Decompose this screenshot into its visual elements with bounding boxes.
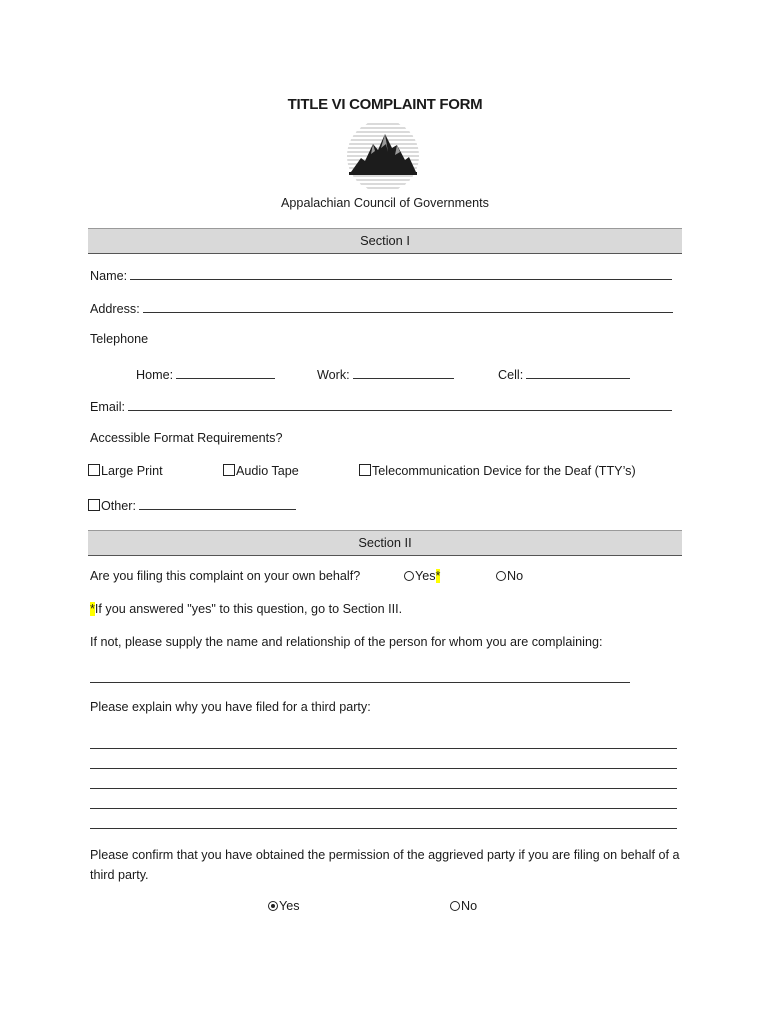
footnote-text: If you answered "yes" to this question, go to Section III. bbox=[94, 602, 403, 616]
cell-phone-field[interactable] bbox=[526, 366, 630, 379]
accessible-format-label: Accessible Format Requirements? bbox=[90, 431, 283, 445]
section-1-header: Section I bbox=[88, 228, 682, 254]
confirm-no-option[interactable] bbox=[450, 899, 477, 913]
work-phone-row bbox=[317, 366, 454, 382]
own-behalf-yes-label: Yes bbox=[415, 569, 436, 583]
footnote bbox=[90, 602, 402, 616]
explain-prompt: Please explain why you have filed for a third party: bbox=[90, 700, 371, 714]
own-behalf-yes-option[interactable] bbox=[404, 569, 440, 583]
own-behalf-question: Are you filing this complaint on your own behalf? bbox=[90, 569, 361, 583]
explain-line-1[interactable] bbox=[90, 748, 677, 749]
email-row bbox=[90, 398, 672, 414]
large-print-option[interactable] bbox=[88, 464, 163, 478]
large-print-label: Large Print bbox=[101, 464, 163, 478]
explain-line-2[interactable] bbox=[90, 768, 677, 769]
organization-name: Appalachian Council of Governments bbox=[281, 196, 489, 210]
own-behalf-no-option[interactable] bbox=[496, 569, 523, 583]
tty-checkbox[interactable] bbox=[359, 464, 371, 476]
confirm-yes-option[interactable] bbox=[268, 899, 300, 913]
confirm-no-radio[interactable] bbox=[450, 901, 460, 911]
home-label: Home: bbox=[136, 368, 174, 382]
explain-line-3[interactable] bbox=[90, 788, 677, 789]
work-label: Work: bbox=[317, 368, 350, 382]
address-row bbox=[90, 300, 673, 316]
third-party-name-field[interactable] bbox=[90, 682, 630, 683]
other-label: Other: bbox=[101, 499, 136, 513]
mountain-logo-icon bbox=[345, 118, 421, 194]
large-print-checkbox[interactable] bbox=[88, 464, 100, 476]
audio-tape-label: Audio Tape bbox=[236, 464, 299, 478]
yes-asterisk: * bbox=[435, 569, 441, 583]
home-phone-field[interactable] bbox=[176, 366, 275, 379]
cell-phone-row bbox=[498, 366, 630, 382]
telephone-label: Telephone bbox=[90, 332, 149, 346]
name-label: Name: bbox=[90, 269, 128, 283]
address-field[interactable] bbox=[143, 300, 673, 313]
form-title: TITLE VI COMPLAINT FORM bbox=[287, 96, 483, 113]
confirm-yes-radio-selected[interactable] bbox=[268, 901, 278, 911]
other-checkbox[interactable] bbox=[88, 499, 100, 511]
own-behalf-no-label: No bbox=[507, 569, 524, 583]
footnote-asterisk: * bbox=[90, 602, 95, 616]
own-behalf-no-radio[interactable] bbox=[496, 571, 506, 581]
confirm-permission-prompt: Please confirm that you have obtained the permission of the aggrieved party if you are filing on behalf of a third party. bbox=[90, 848, 680, 882]
cell-label: Cell: bbox=[498, 368, 524, 382]
explain-line-5[interactable] bbox=[90, 828, 677, 829]
name-field[interactable] bbox=[130, 267, 672, 280]
tty-label: Telecommunication Device for the Deaf (TTY’s) bbox=[372, 464, 636, 478]
tty-option[interactable] bbox=[359, 464, 636, 478]
explain-line-4[interactable] bbox=[90, 808, 677, 809]
section-2-header: Section II bbox=[88, 530, 682, 556]
other-field[interactable] bbox=[139, 497, 296, 510]
if-not-prompt: If not, please supply the name and relationship of the person for whom you are complaining: bbox=[90, 635, 603, 649]
email-field[interactable] bbox=[128, 398, 672, 411]
audio-tape-option[interactable] bbox=[223, 464, 299, 478]
confirm-no-label: No bbox=[461, 899, 478, 913]
email-label: Email: bbox=[90, 400, 125, 414]
other-option[interactable] bbox=[88, 497, 296, 513]
own-behalf-yes-radio[interactable] bbox=[404, 571, 414, 581]
audio-tape-checkbox[interactable] bbox=[223, 464, 235, 476]
home-phone-row bbox=[136, 366, 275, 382]
name-row bbox=[90, 267, 672, 283]
work-phone-field[interactable] bbox=[353, 366, 454, 379]
confirm-yes-label: Yes bbox=[279, 899, 300, 913]
address-label: Address: bbox=[90, 302, 140, 316]
